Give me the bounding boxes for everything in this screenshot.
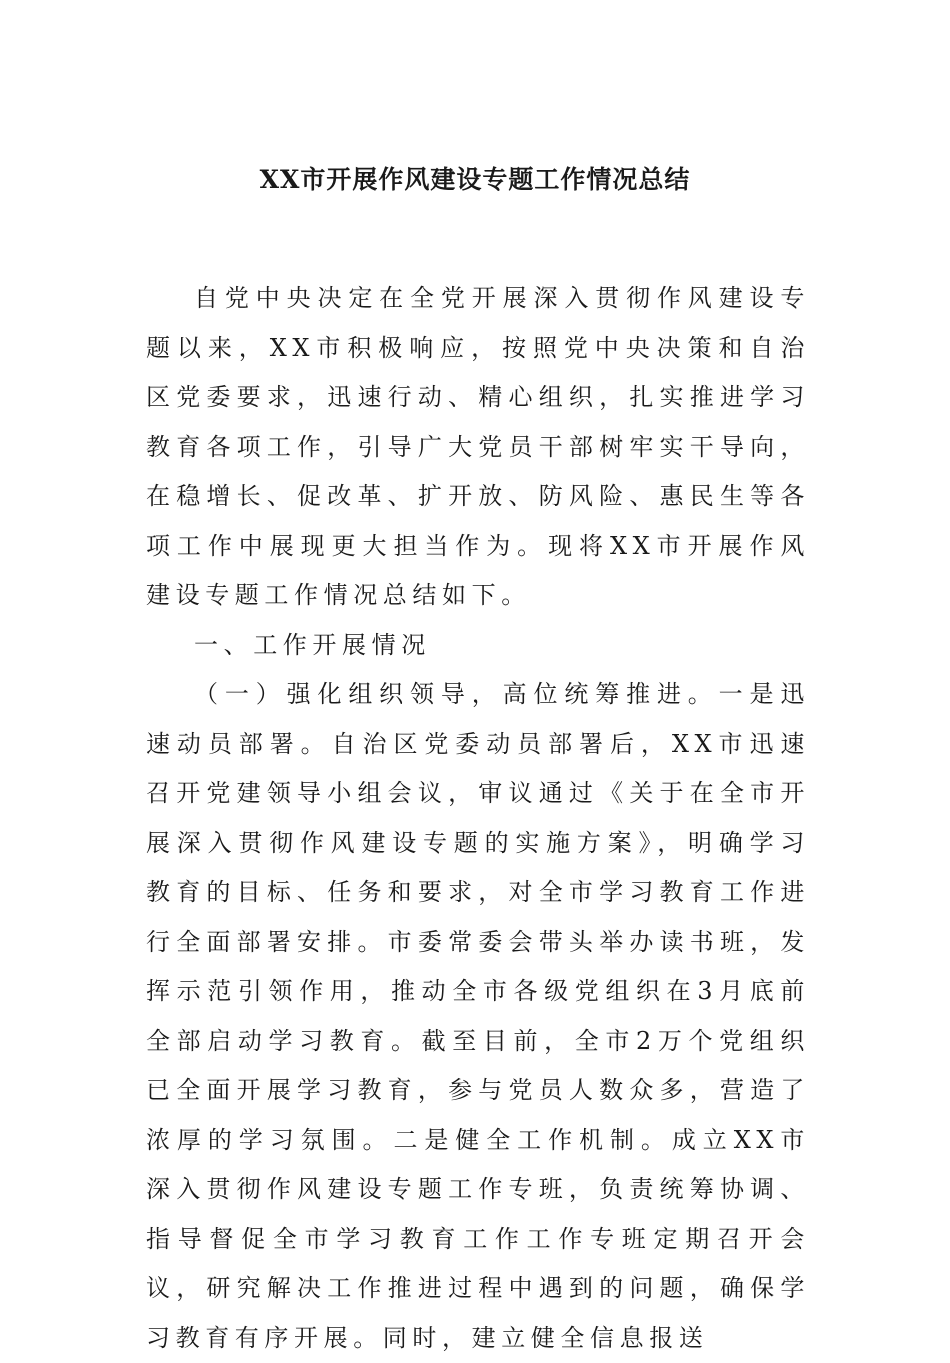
section-heading: 一、工作开展情况 — [194, 630, 431, 659]
intro-paragraph: 自党中央决定在全党开展深入贯彻作风建设专题以来，XX市积极响应，按照党中央决策和自治区党委要求，迅速行动、精心组织，扎实推进学习教育各项工作，引导广大党员干部树牢实干导向，在稳增长、促改革、扩开放、防风险、惠民生等各项工作中展现更大担当作为。现将XX市开展作风建设专题工作情况总结如下。 — [146, 284, 810, 609]
body-paragraph: （一）强化组织领导，高位统筹推进。一是迅速动员部署。自治区党委动员部署后，XX市迅速召开党建领导小组会议，审议通过《关于在全市开展深入贯彻作风建设专题的实施方案》，明确学习教育的目标、任务和要求，对全市学习教育工作进行全面部署安排。市委常委会带头举办读书班，发挥示范引领作用，推动全市各级党组织在3月底前全部启动学习教育。截至目前，全市2万个党组织已全面开展学习教育，参与党员人数众多，营造了浓厚的学习氛围。二是健全工作机制。成立XX市深入贯彻作风建设专题工作专班，负责统筹协调、指导督促全市学习教育工作工作专班定期召开会议，研究解决工作推进过程中遇到的问题，确保学习教育有序开展。同时，建立健全信息报送 — [146, 680, 810, 1352]
document-title: XX市开展作风建设专题工作情况总结 — [259, 165, 691, 194]
document-body — [146, 274, 810, 1363]
